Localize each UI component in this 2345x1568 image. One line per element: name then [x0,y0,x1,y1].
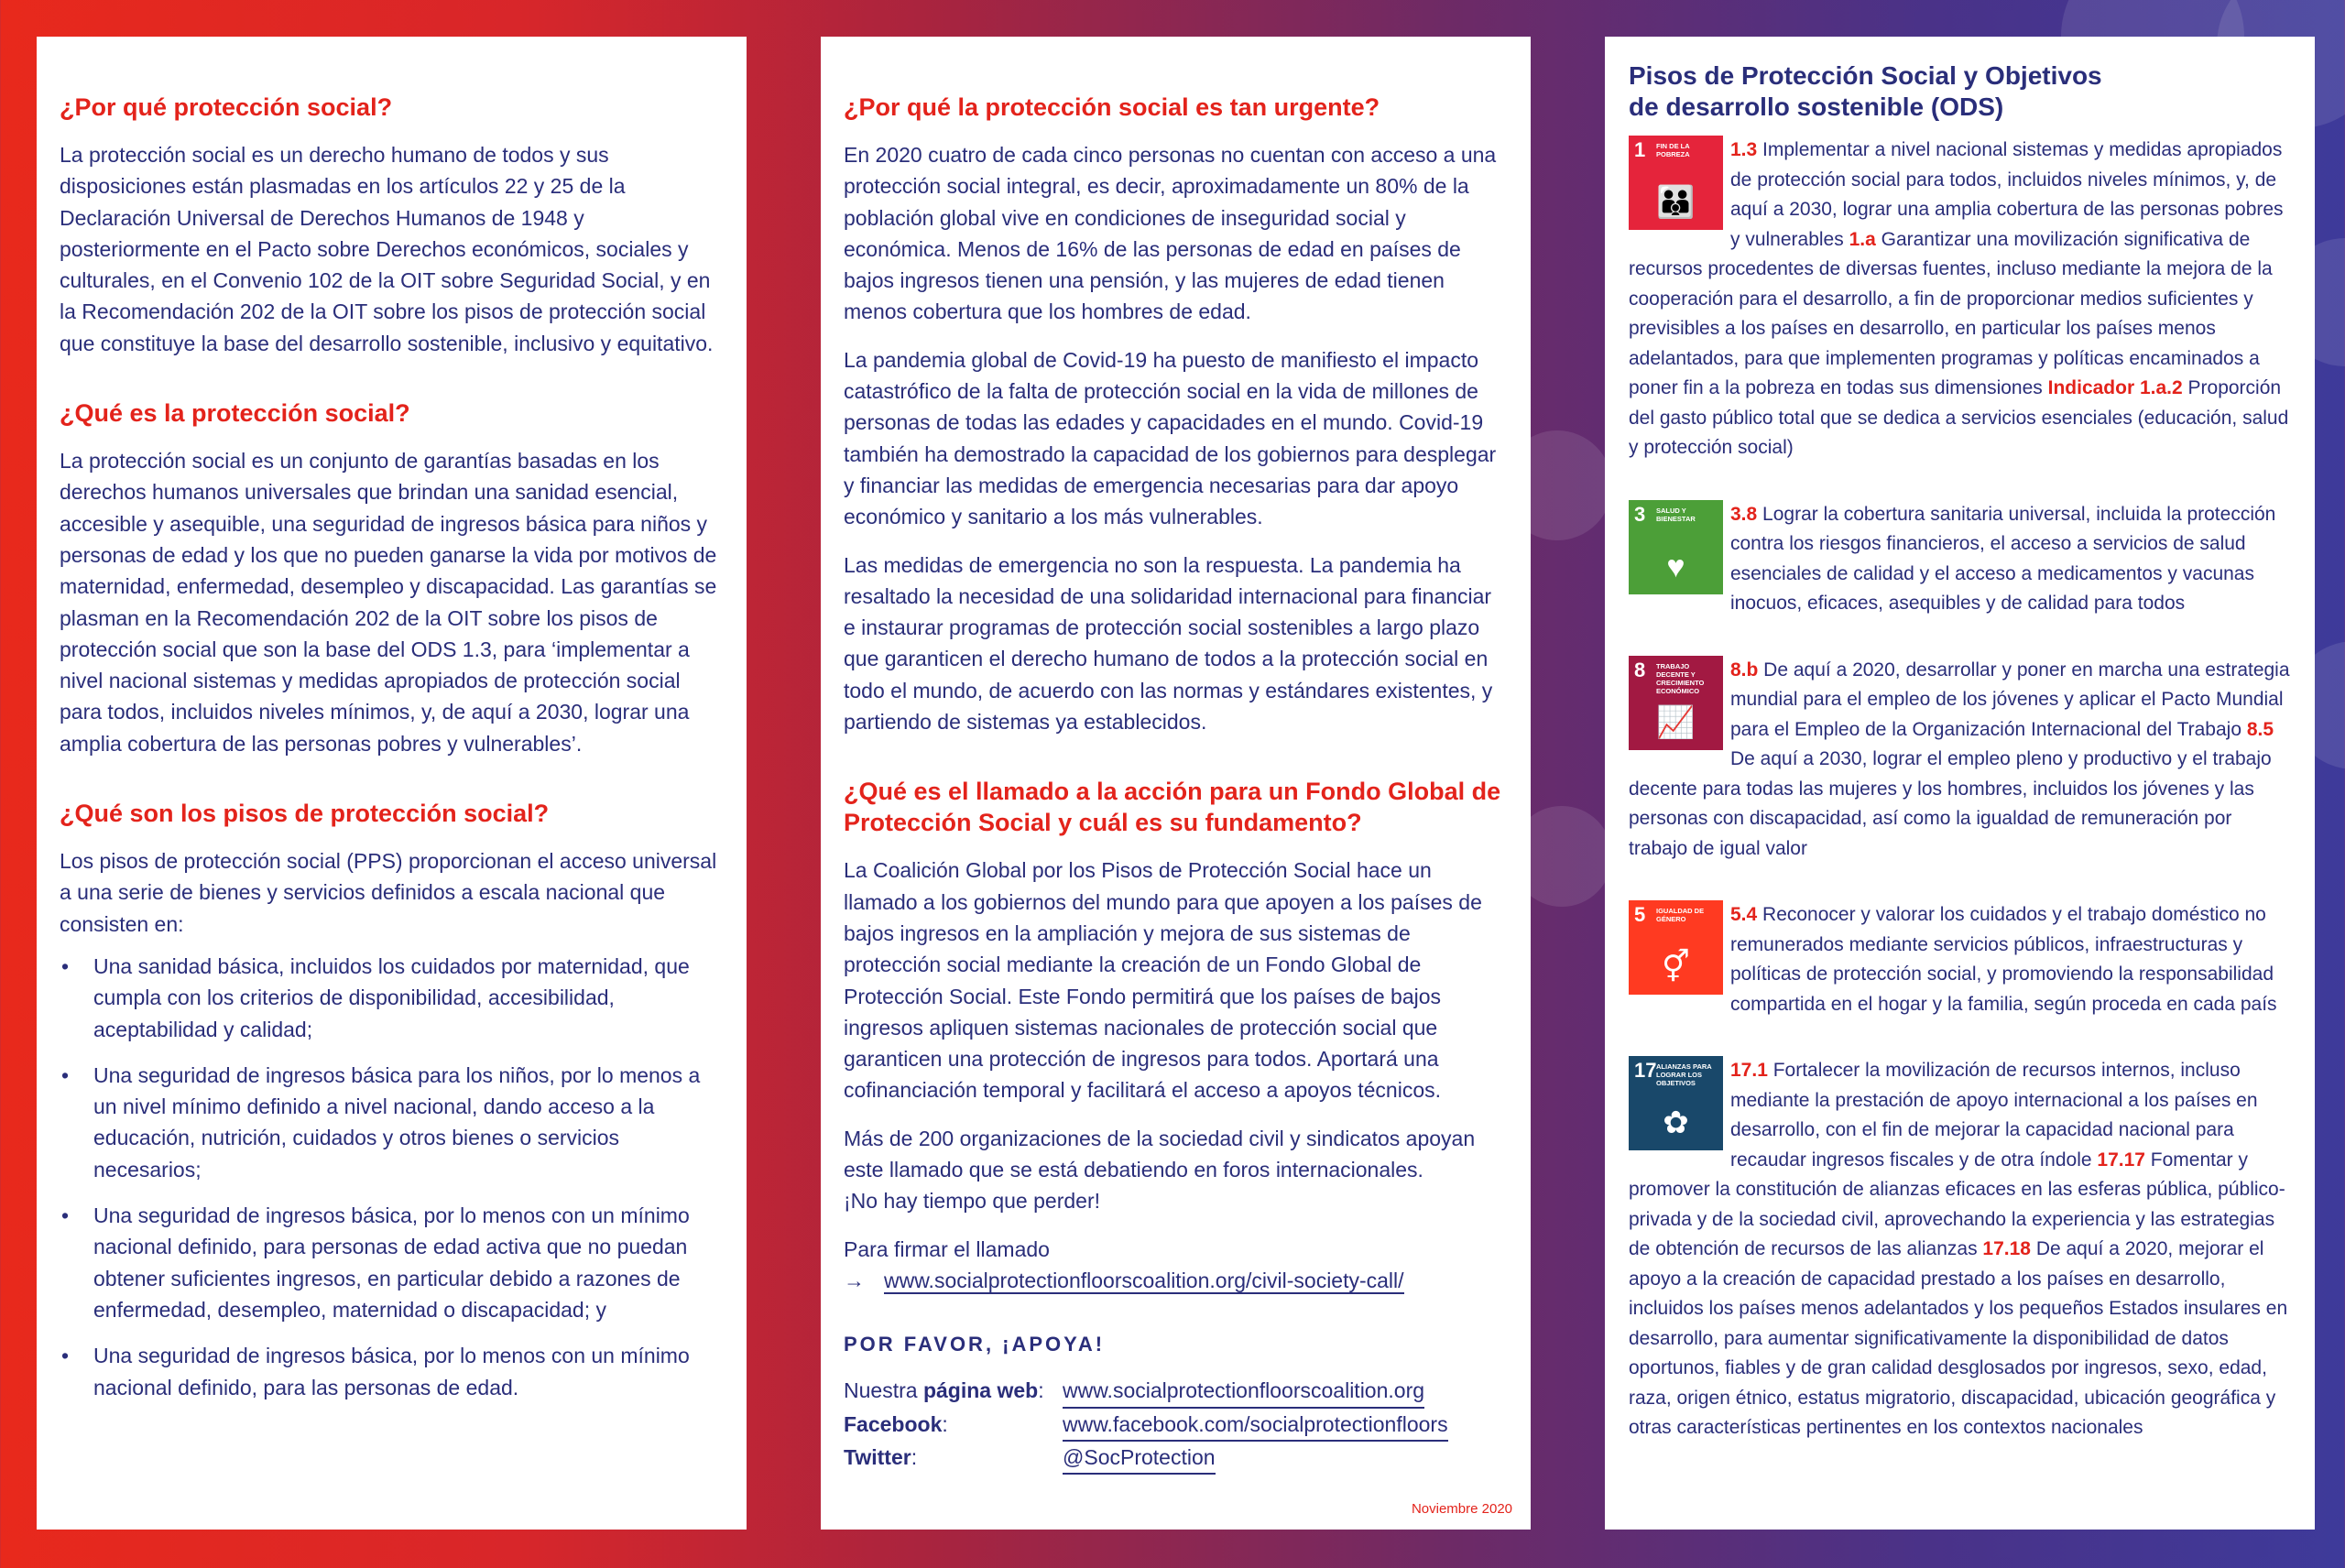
target-code: 17.18 [1982,1238,2031,1259]
sdg-17-icon [1629,1056,1723,1150]
target-code: 1.3 [1730,139,1758,160]
sdg-title: FIN DE LA POBREZA [1656,142,1690,158]
bullet-icon: • [61,953,70,978]
contact-label: Twitter: [844,1444,918,1469]
contact-label: Facebook: [844,1411,948,1436]
target-code: 17.17 [2097,1149,2145,1171]
list-item-text: Una sanidad básica, incluidos los cuidados por maternidad, que cumpla con los criterios de disponibilidad, accesibilidad, aceptabilidad y calidad; [93,953,690,1041]
paragraph: ¡No hay tiempo que perder! [844,1189,1100,1214]
paragraph: La Coalición Global por los Pisos de Protección Social hace un llamado a los gobiernos del mundo para que apoyen a los países de bajos ingresos en la ampliación y mejora de sus sistemas de protección social mediante la creación de un Fondo Global de Protección Social. Este Fondo permitirá que los países de bajos ingresos apliquen sistemas nacionales de protección social que garanticen una protección de ingresos para todos. Aportará una cofinanciación temporal y facilitará el acceso a apoyos técnicos. [844,858,1482,1103]
target-text: Fortalecer la movilización de recursos internos, incluso mediante la prestación de apoyo internacional a los países en desarrollo, con el fin de mejorar la capacidad nacional para recaudar ingresos fiscales y de otra índole [1730,1060,2258,1171]
paragraph: Más de 200 organizaciones de la sociedad civil y sindicatos apoyan este llamado que se está debatiendo en foros internacionales. [844,1126,1476,1182]
sdg-block-17 [1629,1056,2295,1443]
list-item-text: Una seguridad de ingresos básica, por lo menos con un mínimo nacional definido, para las personas de edad. [93,1344,690,1399]
panel-middle-content [844,92,1508,1475]
bullet-list [60,951,724,1403]
bullet-icon: • [61,1344,70,1368]
paragraph: Las medidas de emergencia no son la respuesta. La pandemia ha resaltado la necesidad de una solidaridad internacional para financiar e instaurar programas de protección social sostenibles a largo plazo que garanticen el derecho humano de todos a la protección social en todo el mundo, de acuerdo con las normas y estándares existentes, y partiendo de sistemas ya establecidos. [844,552,1493,735]
target-code: 3.8 [1730,503,1758,525]
title-line: Pisos de Protección Social y Objetivos [1629,61,2102,90]
sdg-pictogram-icon: 👪 [1656,185,1696,220]
contact-row [844,1375,1508,1408]
target-text: Proporción del gasto público total que se dedica a servicios esenciales (educación, salud y protección social) [1629,377,2289,458]
paragraph: La protección social es un derecho humano de todos y sus disposiciones están plasmadas en los artículos 22 y 25 de la Declaración Universal de Derechos Humanos de 1948 y posteriormente en el Pacto sobre Derechos económicos, sociales y culturales, en el Convenio 102 de la OIT sobre Seguridad Social, y en la Recomendación 202 de la OIT sobre los pisos de protección social que constituye la base del desarrollo sostenible, inclusivo y equitativo. [60,143,714,355]
sdg-pictogram-icon: ⚥ [1662,950,1690,985]
sdg-list [1629,136,2295,1480]
section-heading: ¿Qué es el llamado a la acción para un Fondo Global de Protección Social y cuál es su fundamento? [844,778,1501,837]
date-label: Noviembre 2020 [1411,1501,1512,1517]
sdg-block-5 [1629,900,2295,1019]
sdg-block-3 [1629,500,2295,619]
bullet-icon: • [61,1062,70,1087]
target-code: 17.1 [1730,1060,1768,1081]
sdg-number: 1 [1634,138,1646,161]
list-item-text: Una seguridad de ingresos básica para los niños, por lo menos a un nivel mínimo definido a nivel nacional, dando acceso a la educación, nutrición, cuidados y otros bienes o servicios necesarios; [93,1062,701,1181]
target-text: Implementar a nivel nacional sistemas y medidas apropiados de protección social para todos, incluidos niveles mínimos, y, de aquí a 2030, lograr una amplia cobertura de las personas pobres y vulnerables [1730,139,2284,250]
sdg-3-icon [1629,500,1723,594]
sdg-number: 17 [1634,1059,1657,1082]
title-line: de desarrollo sostenible (ODS) [1629,93,2004,121]
target-code: 5.4 [1730,904,1758,925]
apoya-heading: POR FAVOR, ¡APOYA! [844,1333,1106,1356]
sdg-number: 8 [1634,658,1646,681]
list-item [60,1340,724,1403]
sign-link[interactable]: www.socialprotectionfloorscoalition.org/civil-society-call/ [884,1268,1404,1292]
website-link[interactable]: www.socialprotectionfloorscoalition.org [1063,1375,1424,1408]
facebook-link[interactable]: www.facebook.com/socialprotectionfloors [1063,1409,1448,1442]
sdg-pictogram-icon: 📈 [1656,704,1696,740]
page-title [1629,60,2102,123]
twitter-link[interactable]: @SocProtection [1063,1442,1216,1475]
target-code: 8.5 [2246,718,2274,740]
sdg-text [1629,500,2295,619]
panel-right [1605,37,2315,1530]
panel-left-content [60,92,724,1418]
sdg-pictogram-icon: ✿ [1663,1105,1689,1140]
contact-label: Nuestra página web: [844,1378,1044,1403]
contact-row [844,1442,1508,1475]
sdg-8-icon [1629,656,1723,750]
paragraph: La protección social es un conjunto de garantías basadas en los derechos humanos universales que brindan una sanidad esencial, accesible y asequible, una seguridad de ingresos básica para niños y personas de edad y los que no pueden ganarse la vida por motivos de maternidad, enfermedad, desempleo y discapacidad. Las garantías se plasman en la Recomendación 202 de la OIT sobre los pisos de protección social que son la base del ODS 1.3, para ‘implementar a nivel nacional sistemas y medidas apropiados de protección social para todos, incluidos niveles mínimos, y, de aquí a 2030, lograr una amplia cobertura de las personas pobres y vulnerables’. [60,449,717,756]
section-heading: ¿Qué es la protección social? [60,399,410,428]
list-item [60,951,724,1045]
section-heading: ¿Por qué protección social? [60,93,393,121]
contact-row [844,1409,1508,1442]
target-text: Fomentar y promover la constitución de alianzas eficaces en las esferas pública, público-privada y de la sociedad civil, aprovechando la experiencia y las estrategias de obtención de recursos de las alianzas [1629,1149,2285,1259]
sdg-pictogram-icon: ♥ [1666,549,1685,584]
target-code: 8.b [1730,659,1759,681]
sdg-block-1 [1629,136,2295,463]
sdg-text [1629,900,2295,1019]
section-heading: ¿Qué son los pisos de protección social? [60,800,550,828]
target-text: Garantizar una movilización significativa de recursos procedentes de diversas fuentes, incluso mediante la mejora de la cooperación para el desarrollo, a fin de proporcionar medios suficientes y previsibles a los países en desarrollo, en particular los países menos adelantados, para que implementen programas y políticas encaminados a poner fin a la pobreza en todas sus dimensiones [1629,228,2273,398]
sdg-title: ALIANZAS PARA LOGRAR LOS OBJETIVOS [1656,1062,1712,1087]
sdg-title: TRABAJO DECENTE Y CRECIMIENTO ECONÓMICO [1656,661,1705,695]
target-text: De aquí a 2020, desarrollar y poner en marcha una estrategia mundial para el empleo de los jóvenes y aplicar el Pacto Mundial para el Empleo de la Organización Internacional del Trabajo [1730,659,2290,740]
sdg-1-icon [1629,136,1723,230]
list-item [60,1200,724,1325]
sdg-number: 3 [1634,502,1646,526]
bullet-icon: • [61,1203,70,1228]
list-item-text: Una seguridad de ingresos básica, por lo menos con un mínimo nacional definido, para personas de edad activa que no puedan obtener suficientes ingresos, en particular debido a razones de enfermedad, desempleo, maternidad o discapacidad; y [93,1203,690,1322]
paragraph: La pandemia global de Covid-19 ha puesto de manifiesto el impacto catastrófico de la falta de protección social en la vida de millones de personas de todas las edades y capacidades en el mundo. Covid-19 también ha demostrado la capacidad de los gobiernos para desplegar y financiar las medidas de emergencia necesarias para dar apoyo económico y sanitario a los más vulnerables. [844,347,1497,529]
target-text: De aquí a 2020, mejorar el apoyo a la creación de capacidad prestado a los países en desarrollo, incluidos los países menos adelantados y los pequeños Estados insulares en desarrollo, para aumentar significativamente la disponibilidad de datos oportunos, fiables y de gran calidad desglosados por ingresos, sexo, edad, raza, origen étnico, estatus migratorio, discapacidad, ubicación geográfica y otras características pertinentes en los contextos nacionales [1629,1238,2288,1438]
sdg-block-8 [1629,656,2295,865]
panel-left [37,37,747,1530]
sdg-text [1629,136,2295,463]
target-text: Reconocer y valorar los cuidados y el trabajo doméstico no remunerados mediante servicios públicos, infraestructuras y políticas de protección social, y promoviendo la responsabilidad compartida en el hogar y la familia, según proceda en cada país [1730,904,2277,1015]
section-heading: ¿Por qué la protección social es tan urgente? [844,93,1380,121]
sdg-title: IGUALDAD DE GÉNERO [1656,907,1705,923]
paragraph: En 2020 cuatro de cada cinco personas no cuentan con acceso a una protección social integral, es decir, aproximadamente un 80% de la población global vive en condiciones de inseguridad social y económica. Menos de 16% de las personas de edad en países de bajos ingresos tienen una pensión, y las mujeres de edad tienen menos cobertura que los hombres de edad. [844,143,1497,324]
paragraph: Los pisos de protección social (PPS) proporcionan el acceso universal a una serie de bienes y servicios definidos a escala nacional que consisten en: [60,849,717,936]
sdg-5-icon [1629,900,1723,995]
target-text: Lograr la cobertura sanitaria universal, incluida la protección contra los riesgos financieros, el acceso a servicios de salud esenciales de calidad y el acceso a medicamentos y vacunas inocuos, eficaces, asequibles y de calidad para todos [1730,503,2276,614]
sdg-text [1629,656,2295,865]
sign-label: Para firmar el llamado [844,1236,1050,1261]
target-code: Indicador 1.a.2 [2047,377,2183,398]
sdg-text [1629,1056,2295,1443]
sign-row [844,1265,1508,1296]
sdg-title: SALUD Y BIENESTAR [1656,506,1696,523]
target-code: 1.a [1849,228,1876,250]
arrow-right-icon: → [844,1268,865,1292]
sdg-number: 5 [1634,903,1646,926]
list-item [60,1060,724,1185]
panel-middle [821,37,1531,1530]
target-text: De aquí a 2030, lograr el empleo pleno y productivo y el trabajo decente para todas las mujeres y los hombres, incluidos los jóvenes y las personas con discapacidad, así como la igualdad de remuneración por trabajo de igual valor [1629,748,2272,859]
